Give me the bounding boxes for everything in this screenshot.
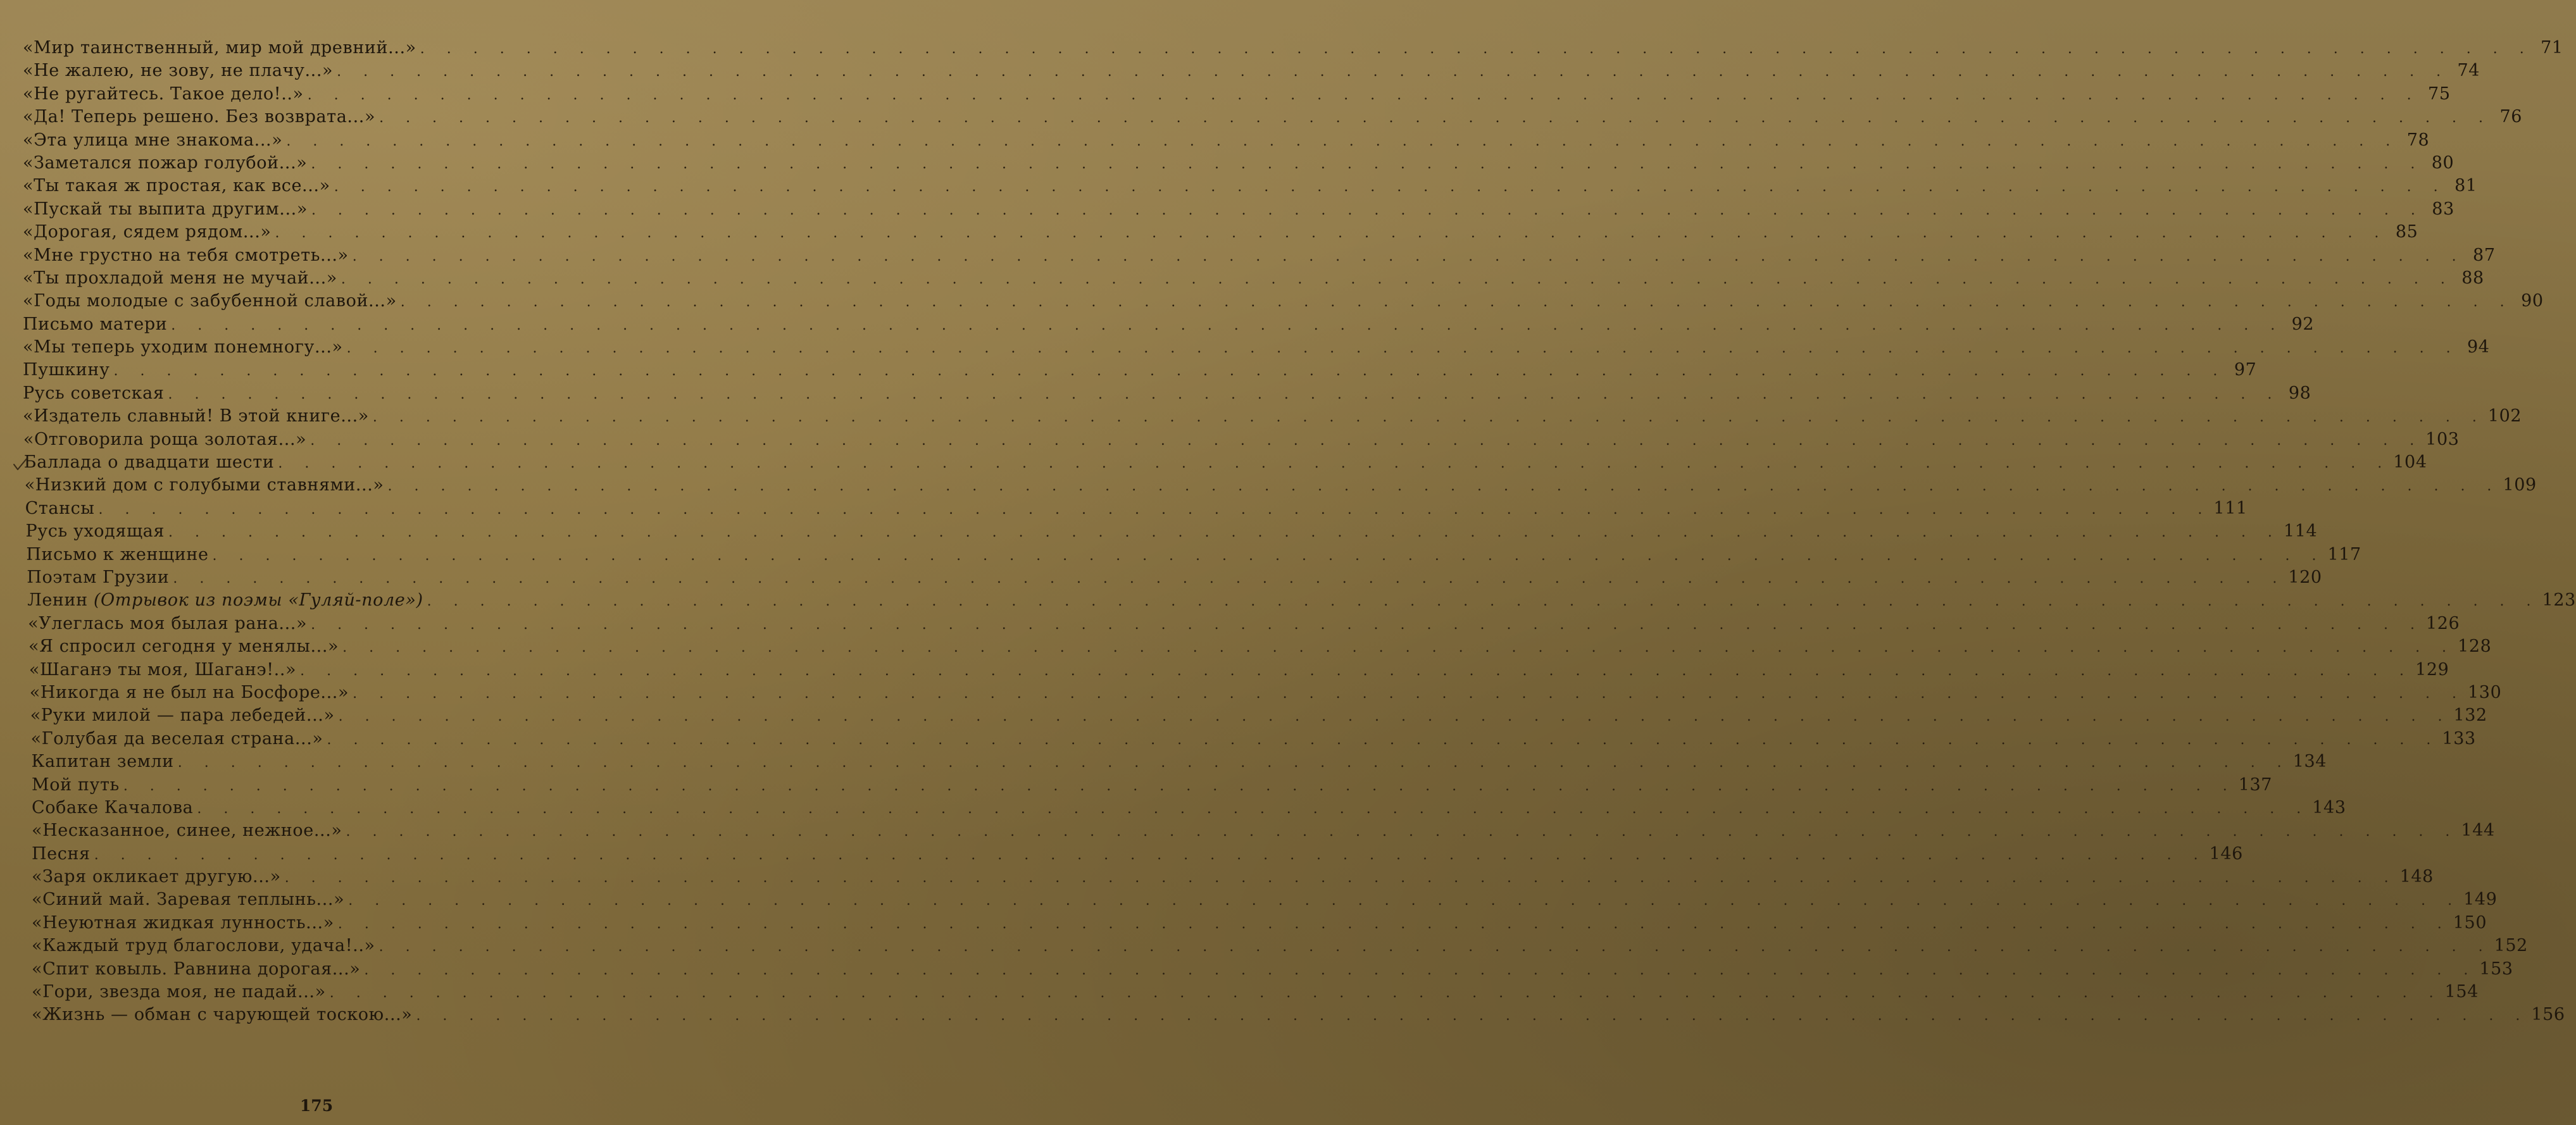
toc-entry xyxy=(23,935,2528,957)
toc-entry-title xyxy=(32,843,91,866)
toc-entry-page: 148 xyxy=(2399,867,2434,887)
dot-leader: . . . . . . . . . . . . . . . . . . . . . . . . . . . . . . . . . . . . . . . . . . . . . . . . . . . . . . . . . . . . . . . . . . . . . . . . . . . . . . . . xyxy=(338,709,2451,725)
dot-leader: . . . . . . . . . . . . . . . . . . . . . . . . . . . . . . . . . . . . . . . . . . . . . . . . . . . . . . . . . . . . . . . . . . . . . . . . . . . . . . . . xyxy=(286,133,2399,149)
toc-entry-page: 152 xyxy=(2494,936,2528,956)
dot-leader: . . . . . . . . . . . . . . . . . . . . . . . . . . . . . . . . . . . . . . . . . . . . . . . . . . . . . . . . . . . . . . . . . . . . . . . . . . . . . . . . xyxy=(416,1008,2529,1024)
toc-entry-title-text: «Шаганэ ты моя, Шаганэ!..» xyxy=(28,659,297,680)
dot-leader: . . . . . . . . . . . . . . . . . . . . . . . . . . . . . . . . . . . . . . . . . . . . . . . . . . . . . . . . . . . . . . . . . . . . . . . . . . . . . . . . xyxy=(379,110,2492,127)
toc-entry-page: 92 xyxy=(2291,314,2315,334)
toc-entry xyxy=(23,888,2498,911)
toc-entry-title-text: «Несказанное, синее, нежное...» xyxy=(32,821,342,841)
toc-entry xyxy=(23,866,2434,888)
toc-entry-page: 132 xyxy=(2453,705,2487,726)
toc-entry-page: 120 xyxy=(2288,567,2322,587)
dot-leader: . . . . . . . . . . . . . . . . . . . . . . . . . . . . . . . . . . . . . . . . . . . . . . . . . . . . . . . . . . . . . . . . . . . . . . . . . . . . . . . . xyxy=(171,317,2284,333)
toc-entry-title-text: «Мир таинственный, мир мой древний...» xyxy=(23,38,416,58)
toc-entry-title-text: «Я спросил сегодня у менялы...» xyxy=(28,637,339,657)
toc-entry-title-text: «Не ругайтесь. Такое дело!..» xyxy=(23,84,304,104)
toc-entry-title-text: «Годы молодые с забубенной славой...» xyxy=(23,291,397,311)
toc-entry xyxy=(23,981,2479,1004)
dot-leader: . . . . . . . . . . . . . . . . . . . . . . . . . . . . . . . . . . . . . . . . . . . . . . . . . . . . . . . . . . . . . . . . . . . . . . . . . . . . . . . . xyxy=(177,755,2291,771)
toc-entry xyxy=(23,382,2311,405)
toc-entry-title-text: «Мне грустно на тебя смотреть...» xyxy=(23,245,349,265)
toc-entry-title xyxy=(23,359,110,382)
pencil-checkmark-icon xyxy=(13,457,28,472)
toc-entry-title-text: Песня xyxy=(32,843,91,864)
toc-entry-page: 90 xyxy=(2521,291,2544,311)
toc-entry xyxy=(23,221,2418,244)
toc-entry-page: 133 xyxy=(2442,728,2476,749)
toc-entry-title-text: «Издатель славный! В этой книге...» xyxy=(23,406,369,426)
toc-entry-title xyxy=(23,37,416,59)
toc-entry-page: 117 xyxy=(2327,544,2361,564)
toc-entry-page: 97 xyxy=(2234,360,2257,380)
toc-entry xyxy=(23,474,2537,497)
dot-leader: . . . . . . . . . . . . . . . . . . . . . . . . . . . . . . . . . . . . . . . . . . . . . . . . . . . . . . . . . . . . . . . . . . . . . . . . . . . . . . . . xyxy=(300,662,2413,679)
toc-entry-title xyxy=(23,267,337,290)
toc-entry-title-text: Собаке Качалова xyxy=(32,797,194,817)
toc-entry-page: 114 xyxy=(2283,521,2318,542)
dot-leader: . . . . . . . . . . . . . . . . . . . . . . . . . . . . . . . . . . . . . . . . . . . . . . . . . . . . . . . . . . . . . . . . . . . . . . . . . . . . . . . . xyxy=(372,409,2485,426)
toc-entry-title xyxy=(23,428,306,451)
toc-entry-page: 80 xyxy=(2431,152,2454,173)
toc-entry-page: 75 xyxy=(2428,84,2451,104)
toc-entry xyxy=(23,1004,2565,1026)
toc-entry xyxy=(23,750,2327,773)
toc-entry-title-text: Пушкину xyxy=(23,360,110,380)
toc-entry-title xyxy=(23,336,343,359)
toc-entry xyxy=(23,451,2427,474)
toc-entry-page: 83 xyxy=(2432,199,2454,219)
toc-entry-title-text: Поэтам Грузии xyxy=(27,567,170,587)
dot-leader: . . . . . . . . . . . . . . . . . . . . . . . . . . . . . . . . . . . . . . . . . . . . . . . . . . . . . . . . . . . . . . . . . . . . . . . . . . . . . . . . xyxy=(348,893,2461,909)
toc-entry-title xyxy=(23,152,307,175)
toc-entry-page: 71 xyxy=(2541,38,2563,58)
toc-entry-title-text: «Неуютная жидкая лунность...» xyxy=(32,912,334,933)
toc-entry xyxy=(23,819,2495,842)
toc-entry-title xyxy=(32,866,281,888)
toc-entry-title xyxy=(23,129,282,152)
dot-leader: . . . . . . . . . . . . . . . . . . . . . . . . . . . . . . . . . . . . . . . . . . . . . . . . . . . . . . . . . . . . . . . . . . . . . . . . . . . . . . . . xyxy=(337,64,2450,80)
toc-entry-title-text: Русь уходящая xyxy=(25,521,165,542)
toc-entry-title-text: «Дорогая, сядем рядом...» xyxy=(23,222,272,242)
dot-leader: . . . . . . . . . . . . . . . . . . . . . . . . . . . . . . . . . . . . . . . . . . . . . . . . . . . . . . . . . . . . . . . . . . . . . . . . . . . . . . . . xyxy=(334,179,2447,196)
dot-leader: . . . . . . . . . . . . . . . . . . . . . . . . . . . . . . . . . . . . . . . . . . . . . . . . . . . . . . . . . . . . . . . . . . . . . . . . . . . . . . . . xyxy=(113,363,2227,380)
toc-entry xyxy=(23,566,2322,589)
toc-entry-title xyxy=(23,382,164,405)
toc-entry-title-text: «Ты такая ж простая, как все...» xyxy=(23,176,330,196)
toc-entry xyxy=(23,797,2346,819)
toc-entry-page: 130 xyxy=(2468,682,2502,702)
toc-entry-page: 109 xyxy=(2503,475,2537,495)
toc-entry xyxy=(23,59,2480,82)
toc-entry-title-text: Ленин xyxy=(27,590,88,611)
toc-entry xyxy=(23,290,2544,313)
toc-entry-page: 103 xyxy=(2425,429,2460,449)
toc-entry xyxy=(23,405,2522,428)
toc-entry-title-text: Мой путь xyxy=(32,774,120,795)
toc-entry-title xyxy=(25,474,384,497)
toc-entry-title xyxy=(23,198,308,221)
toc-entry-page: 78 xyxy=(2406,130,2430,150)
toc-entry-title xyxy=(32,958,360,981)
toc-entry-page: 146 xyxy=(2209,843,2243,864)
toc-entry xyxy=(23,635,2492,658)
toc-entry xyxy=(23,843,2243,866)
toc-entry-page: 111 xyxy=(2213,498,2248,518)
dot-leader: . . . . . . . . . . . . . . . . . . . . . . . . . . . . . . . . . . . . . . . . . . . . . . . . . . . . . . . . . . . . . . . . . . . . . . . . . . . . . . . . xyxy=(123,778,2236,794)
toc-entry-title-text: «Ты прохладой меня не мучай...» xyxy=(23,268,337,288)
toc-entry-title-text: Капитан земли xyxy=(31,752,174,772)
page-number: 175 xyxy=(299,1097,334,1115)
toc-entry-page: 150 xyxy=(2453,912,2487,933)
toc-entry xyxy=(23,359,2257,382)
toc-entry xyxy=(23,912,2487,935)
toc-entry-title xyxy=(32,888,344,911)
dot-leader: . . . . . . . . . . . . . . . . . . . . . . . . . . . . . . . . . . . . . . . . . . . . . . . . . . . . . . . . . . . . . . . . . . . . . . . . . . . . . . . . xyxy=(173,570,2286,587)
toc-entry-title xyxy=(32,981,326,1004)
toc-entry-title xyxy=(27,566,169,589)
dot-leader: . . . . . . . . . . . . . . . . . . . . . . . . . . . . . . . . . . . . . . . . . . . . . . . . . . . . . . . . . . . . . . . . . . . . . . . . . . . . . . . . xyxy=(311,202,2424,218)
toc-entry-page: 102 xyxy=(2487,406,2522,426)
toc-entry-title-text: «Руки милой — пара лебедей...» xyxy=(30,705,335,726)
dot-leader: . . . . . . . . . . . . . . . . . . . . . . . . . . . . . . . . . . . . . . . . . . . . . . . . . . . . . . . . . . . . . . . . . . . . . . . . . . . . . . . . xyxy=(307,87,2420,103)
toc-entry-title-text: «Пускай ты выпита другим...» xyxy=(23,199,308,219)
toc-entry-title xyxy=(32,774,120,797)
table-of-contents xyxy=(23,37,2576,1027)
toc-entry-title xyxy=(25,497,95,520)
toc-entry xyxy=(23,37,2563,59)
toc-entry-page: 156 xyxy=(2531,1005,2565,1025)
dot-leader: . . . . . . . . . . . . . . . . . . . . . . . . . . . . . . . . . . . . . . . . . . . . . . . . . . . . . . . . . . . . . . . . . . . . . . . . . . . . . . . . xyxy=(387,478,2501,495)
toc-entry-page: 149 xyxy=(2463,890,2498,910)
toc-entry-title xyxy=(31,728,323,750)
toc-entry-title xyxy=(27,589,423,612)
dot-leader: . . . . . . . . . . . . . . . . . . . . . . . . . . . . . . . . . . . . . . . . . . . . . . . . . . . . . . . . . . . . . . . . . . . . . . . . . . . . . . . . xyxy=(352,248,2465,264)
toc-entry xyxy=(23,83,2451,106)
toc-entry-page: 126 xyxy=(2426,613,2460,633)
toc-entry xyxy=(23,704,2487,727)
toc-entry-title xyxy=(28,612,307,635)
toc-entry-subtitle: (Отрывок из поэмы «Гуляй-поле») xyxy=(93,590,423,611)
toc-entry xyxy=(23,428,2460,451)
toc-entry-title xyxy=(23,175,330,197)
dot-leader: . . . . . . . . . . . . . . . . . . . . . . . . . . . . . . . . . . . . . . . . . . . . . . . . . . . . . . . . . . . . . . . . . . . . . . . . . . . . . . . . xyxy=(212,547,2325,564)
dot-leader: . . . . . . . . . . . . . . . . . . . . . . . . . . . . . . . . . . . . . . . . . . . . . . . . . . . . . . . . . . . . . . . . . . . . . . . . . . . . . . . . xyxy=(275,225,2388,242)
dot-leader: . . . . . . . . . . . . . . . . . . . . . . . . . . . . . . . . . . . . . . . . . . . . . . . . . . . . . . . . . . . . . . . . . . . . . . . . . . . . . . . . xyxy=(427,594,2540,610)
toc-entry-page: 104 xyxy=(2393,452,2427,473)
toc-entry-title xyxy=(32,1004,412,1026)
toc-entry-title xyxy=(23,83,304,106)
toc-entry-title-text: «Голубая да веселая страна...» xyxy=(30,728,323,749)
toc-entry-page: 94 xyxy=(2467,337,2490,357)
toc-entry-title xyxy=(24,451,275,474)
toc-entry-title-text: Русь советская xyxy=(23,383,165,403)
toc-entry-title-text: «Каждый труд благослови, удача!..» xyxy=(32,936,375,956)
toc-entry-title-text: «Низкий дом с голубыми ставнями...» xyxy=(24,475,384,495)
toc-entry-title xyxy=(32,912,334,935)
toc-entry-title-text: «Спит ковыль. Равнина дорогая...» xyxy=(32,959,361,979)
toc-entry xyxy=(23,589,2576,612)
toc-entry xyxy=(23,659,2449,681)
toc-entry-page: 134 xyxy=(2292,752,2327,772)
dot-leader: . . . . . . . . . . . . . . . . . . . . . . . . . . . . . . . . . . . . . . . . . . . . . . . . . . . . . . . . . . . . . . . . . . . . . . . . . . . . . . . . xyxy=(311,156,2424,172)
toc-entry-page: 88 xyxy=(2461,268,2484,288)
dot-leader: . . . . . . . . . . . . . . . . . . . . . . . . . . . . . . . . . . . . . . . . . . . . . . . . . . . . . . . . . . . . . . . . . . . . . . . . . . . . . . . . xyxy=(329,985,2442,1002)
toc-entry-page: 81 xyxy=(2454,176,2477,196)
toc-entry xyxy=(23,774,2273,797)
toc-entry xyxy=(23,129,2430,152)
toc-entry-title xyxy=(32,819,342,842)
toc-entry-page: 87 xyxy=(2473,245,2496,265)
toc-entry-page: 74 xyxy=(2457,61,2480,81)
toc-entry-title xyxy=(23,244,349,267)
toc-entry-page: 85 xyxy=(2395,222,2418,242)
toc-entry-title-text: Письмо к женщине xyxy=(26,544,209,564)
toc-entry xyxy=(23,267,2484,290)
toc-entry xyxy=(23,313,2315,336)
toc-entry-title-text: «Не жалею, не зову, не плачу...» xyxy=(23,61,334,81)
toc-entry-title-text: «Отговорила роща золотая...» xyxy=(23,429,307,449)
dot-leader: . . . . . . . . . . . . . . . . . . . . . . . . . . . . . . . . . . . . . . . . . . . . . . . . . . . . . . . . . . . . . . . . . . . . . . . . . . . . . . . . xyxy=(346,340,2460,357)
dot-leader: . . . . . . . . . . . . . . . . . . . . . . . . . . . . . . . . . . . . . . . . . . . . . . . . . . . . . . . . . . . . . . . . . . . . . . . . . . . . . . . . xyxy=(378,939,2492,955)
toc-entry-title xyxy=(23,405,369,428)
dot-leader: . . . . . . . . . . . . . . . . . . . . . . . . . . . . . . . . . . . . . . . . . . . . . . . . . . . . . . . . . . . . . . . . . . . . . . . . . . . . . . . . xyxy=(197,800,2310,817)
toc-entry-title-text: «Заря окликает другую...» xyxy=(32,867,281,887)
toc-entry-page: 144 xyxy=(2461,821,2495,841)
toc-entry-title xyxy=(30,681,349,704)
dot-leader: . . . . . . . . . . . . . . . . . . . . . . . . . . . . . . . . . . . . . . . . . . . . . . . . . . . . . . . . . . . . . . . . . . . . . . . . . . . . . . . . xyxy=(342,640,2456,656)
toc-entry xyxy=(23,681,2502,704)
dot-leader: . . . . . . . . . . . . . . . . . . . . . . . . . . . . . . . . . . . . . . . . . . . . . . . . . . . . . . . . . . . . . . . . . . . . . . . . . . . . . . . . xyxy=(94,847,2207,863)
toc-entry-title xyxy=(29,659,296,681)
toc-entry xyxy=(23,497,2248,520)
toc-entry-title-text: «Жизнь — обман с чарующей тоскою...» xyxy=(32,1005,413,1025)
toc-entry-page: 129 xyxy=(2415,659,2449,680)
toc-entry-page: 98 xyxy=(2288,383,2311,403)
dot-leader: . . . . . . . . . . . . . . . . . . . . . . . . . . . . . . . . . . . . . . . . . . . . . . . . . . . . . . . . . . . . . . . . . . . . . . . . . . . . . . . . xyxy=(341,271,2454,287)
dot-leader: . . . . . . . . . . . . . . . . . . . . . . . . . . . . . . . . . . . . . . . . . . . . . . . . . . . . . . . . . . . . . . . . . . . . . . . . . . . . . . . . xyxy=(346,824,2459,840)
toc-entry-title-text: «Улеглась моя былая рана...» xyxy=(28,613,308,633)
toc-entry-title-text: «Синий май. Заревая теплынь...» xyxy=(32,890,345,910)
dot-leader: . . . . . . . . . . . . . . . . . . . . . . . . . . . . . . . . . . . . . . . . . . . . . . . . . . . . . . . . . . . . . . . . . . . . . . . . . . . . . . . . xyxy=(420,41,2533,57)
toc-entry-title xyxy=(23,290,397,313)
toc-entry xyxy=(23,520,2318,543)
toc-entry xyxy=(23,244,2496,267)
toc-entry-title xyxy=(32,797,193,819)
toc-entry xyxy=(23,612,2460,635)
dot-leader: . . . . . . . . . . . . . . . . . . . . . . . . . . . . . . . . . . . . . . . . . . . . . . . . . . . . . . . . . . . . . . . . . . . . . . . . . . . . . . . . xyxy=(284,870,2398,886)
toc-entry-page: 154 xyxy=(2444,982,2479,1002)
toc-entry-title xyxy=(26,544,208,566)
toc-entry-page: 128 xyxy=(2458,637,2492,657)
toc-entry-title-text: Письмо матери xyxy=(23,314,168,334)
dot-leader: . . . . . . . . . . . . . . . . . . . . . . . . . . . . . . . . . . . . . . . . . . . . . . . . . . . . . . . . . . . . . . . . . . . . . . . . . . . . . . . . xyxy=(310,432,2423,449)
toc-entry-title-text: «Эта улица мне знакома...» xyxy=(23,130,283,150)
toc-entry-title xyxy=(23,221,272,244)
toc-entry-title xyxy=(32,750,174,773)
toc-entry xyxy=(23,106,2522,128)
toc-entry-title xyxy=(23,313,167,336)
toc-entry-title xyxy=(23,106,375,128)
dot-leader: . . . . . . . . . . . . . . . . . . . . . . . . . . . . . . . . . . . . . . . . . . . . . . . . . . . . . . . . . . . . . . . . . . . . . . . . . . . . . . . . xyxy=(311,616,2423,633)
toc-entry-title-text: «Гори, звезда моя, не падай...» xyxy=(32,982,326,1002)
dot-leader: . . . . . . . . . . . . . . . . . . . . . . . . . . . . . . . . . . . . . . . . . . . . . . . . . . . . . . . . . . . . . . . . . . . . . . . . . . . . . . . . xyxy=(168,525,2281,541)
dot-leader: . . . . . . . . . . . . . . . . . . . . . . . . . . . . . . . . . . . . . . . . . . . . . . . . . . . . . . . . . . . . . . . . . . . . . . . . . . . . . . . . xyxy=(168,386,2281,402)
toc-entry-title xyxy=(30,704,335,727)
dot-leader: . . . . . . . . . . . . . . . . . . . . . . . . . . . . . . . . . . . . . . . . . . . . . . . . . . . . . . . . . . . . . . . . . . . . . . . . . . . . . . . . xyxy=(364,962,2477,978)
dot-leader: . . . . . . . . . . . . . . . . . . . . . . . . . . . . . . . . . . . . . . . . . . . . . . . . . . . . . . . . . . . . . . . . . . . . . . . . . . . . . . . . xyxy=(327,731,2440,748)
dot-leader: . . . . . . . . . . . . . . . . . . . . . . . . . . . . . . . . . . . . . . . . . . . . . . . . . . . . . . . . . . . . . . . . . . . . . . . . . . . . . . . . xyxy=(337,916,2451,932)
toc-entry-page: 76 xyxy=(2499,107,2522,127)
toc-entry xyxy=(23,958,2513,981)
toc-entry-title xyxy=(32,935,375,957)
toc-entry-title-text: Баллада о двадцати шести xyxy=(23,452,275,473)
toc-entry-title-text: «Мы теперь уходим понемногу...» xyxy=(23,337,343,357)
toc-entry xyxy=(23,544,2361,566)
toc-entry xyxy=(23,198,2454,221)
toc-entry-title xyxy=(28,635,339,658)
toc-entry-page: 143 xyxy=(2312,797,2346,817)
toc-entry xyxy=(23,336,2490,359)
toc-entry xyxy=(23,728,2476,750)
toc-entry-page: 123 xyxy=(2542,590,2576,611)
toc-entry xyxy=(23,175,2477,197)
toc-entry-page: 137 xyxy=(2238,774,2273,795)
toc-entry-title-text: «Никогда я не был на Босфоре...» xyxy=(29,682,349,702)
dot-leader: . . . . . . . . . . . . . . . . . . . . . . . . . . . . . . . . . . . . . . . . . . . . . . . . . . . . . . . . . . . . . . . . . . . . . . . . . . . . . . . . xyxy=(353,685,2466,702)
toc-entry xyxy=(23,152,2454,175)
toc-entry-title xyxy=(23,59,333,82)
dot-leader: . . . . . . . . . . . . . . . . . . . . . . . . . . . . . . . . . . . . . . . . . . . . . . . . . . . . . . . . . . . . . . . . . . . . . . . . . . . . . . . . xyxy=(278,456,2391,472)
toc-entry-page: 153 xyxy=(2479,959,2513,979)
toc-entry-title-text: «Да! Теперь решено. Без возврата...» xyxy=(23,107,376,127)
toc-entry-title xyxy=(26,520,165,543)
toc-entry-title-text: Стансы xyxy=(25,498,95,518)
toc-entry-title-text: «Заметался пожар голубой...» xyxy=(23,152,308,173)
dot-leader: . . . . . . . . . . . . . . . . . . . . . . . . . . . . . . . . . . . . . . . . . . . . . . . . . . . . . . . . . . . . . . . . . . . . . . . . . . . . . . . . xyxy=(98,501,2211,518)
dot-leader: . . . . . . . . . . . . . . . . . . . . . . . . . . . . . . . . . . . . . . . . . . . . . . . . . . . . . . . . . . . . . . . . . . . . . . . . . . . . . . . . xyxy=(400,294,2513,311)
